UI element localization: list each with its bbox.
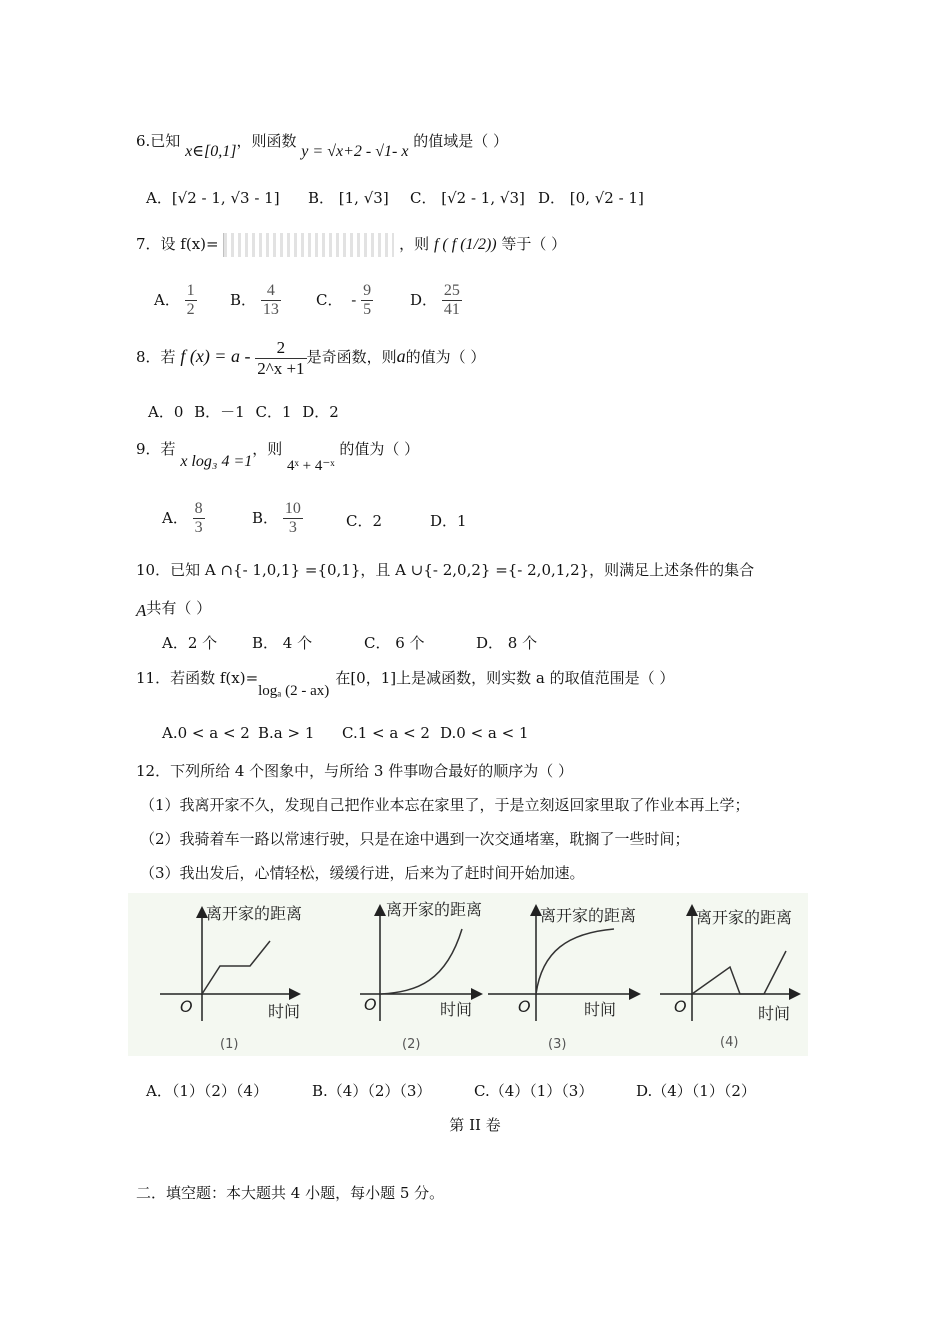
q9-prefix: 9．若 — [136, 440, 176, 458]
q6-option-d: D． [0, √2 - 1] — [538, 189, 644, 207]
graph-4-ylabel: 离开家的距离 — [696, 908, 793, 927]
q11-option-b: B.a > 1 — [258, 724, 315, 742]
q6-stem — [136, 130, 508, 160]
graph-2-caption: (2) — [402, 1037, 421, 1052]
q10-stem-line2: A共有（ ） — [136, 599, 212, 620]
q8-options: A．0 B．－1 C．1 D．2 — [148, 403, 339, 421]
q9-suffix: 的值为（ ） — [339, 440, 420, 458]
q12-option-d: D.（4）（1）（2） — [636, 1082, 756, 1100]
part2-heading: 二．填空题：本大题共 4 小题，每小题 5 分。 — [136, 1184, 445, 1202]
q12-item-1: （1）我离开家不久，发现自己把作业本忘在家里了，于是立刻返回家里取了作业本再上学； — [140, 796, 750, 814]
q6-option-a: A．[√2 - 1, √3 - 1] — [146, 189, 280, 207]
graph-3-origin: O — [518, 997, 531, 1016]
q7-option-a: A． $\frac{1}{2}$ — [154, 282, 195, 319]
graph-3-caption: (3) — [548, 1037, 567, 1052]
graph-1-origin: O — [180, 997, 193, 1016]
q11-option-d: D.0 < a < 1 — [440, 724, 529, 742]
graph-3-curve — [536, 929, 614, 994]
q12-item-2: （2）我骑着车一路以常速行驶，只是在途中遇到一次交通堵塞，耽搁了一些时间； — [140, 830, 690, 848]
q7-option-c: C． - $\frac{9}{5}$ — [316, 282, 372, 319]
q11-suffix: 在[0，1]上是减函数，则实数 a 的取值范围是（ ） — [335, 669, 675, 687]
q7-prefix: 7．设 f(x)= — [136, 235, 219, 253]
q10-option-a: A．2 个 — [162, 634, 218, 652]
q9-stem — [136, 438, 420, 474]
q7-suffix: 等于（ ） — [501, 235, 567, 253]
q9-condition: x log₃ 4 =1 — [180, 453, 253, 470]
q10-stem-line1: 10．已知 A ∩{- 1,0,1} ={0,1}，且 A ∪{- 2,0,2} ={- 2,0,1,2}，则满足上述条件的集合 — [136, 561, 755, 579]
q6-suffix: 的值域是（ ） — [413, 132, 508, 150]
graph-4-caption: (4) — [720, 1035, 739, 1050]
graph-1-caption: (1) — [220, 1037, 239, 1052]
graph-1-curve — [202, 941, 270, 994]
q7-function: f ( f (1/2)) — [433, 236, 497, 253]
q12-option-c: C.（4）（1）（3） — [474, 1082, 594, 1100]
q12-option-b: B.（4）（2）（3） — [312, 1082, 432, 1100]
graph-1-ylabel: 离开家的距离 — [206, 904, 303, 923]
q7-option-d: D． $\frac{25}{41}$ — [410, 282, 460, 319]
q10-option-d: D． 8 个 — [476, 634, 538, 652]
graph-3-xlabel: 时间 — [584, 1000, 617, 1019]
q7-option-b: B． $\frac{4}{13}$ — [230, 282, 279, 319]
q8-prefix: 8．若 — [136, 348, 176, 367]
q11-stem — [136, 667, 675, 699]
section-title: 第 II 卷 — [449, 1116, 501, 1134]
graph-1-xlabel: 时间 — [268, 1002, 301, 1021]
q12-stem: 12．下列所给 4 个图象中，与所给 3 件事吻合最好的顺序为（ ） — [136, 762, 574, 780]
graph-3-ylabel: 离开家的距离 — [540, 906, 637, 925]
q6-mid: ，则函数 — [236, 132, 297, 150]
q9-mid: ，则 — [252, 440, 283, 458]
graph-2-curve — [380, 929, 462, 994]
q12-option-a: A．（1）（2）（4） — [146, 1082, 268, 1100]
q6-function: y = √x+2 - √1- x — [301, 143, 409, 160]
q12-item-3: （3）我出发后，心情轻松，缓缓行进，后来为了赶时间开始加速。 — [140, 864, 585, 882]
q6-option-c: C． [√2 - 1, √3] — [410, 189, 525, 207]
q9-option-d: D．1 — [430, 512, 467, 530]
q11-option-c: C.1 < a < 2 — [342, 724, 430, 742]
graph-4-origin: O — [674, 997, 687, 1016]
q12-graphs-figure — [128, 893, 808, 1056]
q9-option-a: A． $\frac{8}{3}$ — [162, 500, 203, 537]
q11-expression: logₐ (2 - ax) — [258, 683, 330, 699]
q6-condition: x∈[0,1] — [185, 143, 237, 160]
q8-stem: 8．若 f (x) = a - $\frac{2}{2\^{}x +1}$ 是奇函数，则a的值为（ ） — [136, 338, 486, 378]
q8-function: f (x) = a - — [180, 346, 251, 367]
q11-prefix: 11．若函数 f(x)= — [136, 669, 259, 687]
q6-option-b: B． [1, √3] — [308, 189, 389, 207]
graph-2-origin: O — [364, 995, 377, 1014]
q11-option-a: A.0 < a < 2 — [162, 724, 250, 742]
graph-2-xlabel: 时间 — [440, 1000, 473, 1019]
q10-option-b: B． 4 个 — [252, 634, 313, 652]
q9-option-b: B． $\frac{10}{3}$ — [252, 500, 301, 537]
q9-option-c: C．2 — [346, 512, 383, 530]
q10-option-c: C． 6 个 — [364, 634, 425, 652]
q7-stem — [136, 233, 566, 257]
q7-piecewise-definition — [223, 233, 394, 257]
q8-fraction: $\frac{2}{2\^{}x +1}$ — [257, 338, 305, 378]
graph-4-xlabel: 时间 — [758, 1004, 791, 1023]
graph-4-curve — [692, 951, 786, 994]
q9-expression: 4ˣ + 4⁻ˣ — [287, 458, 335, 474]
q6-prefix: 6.已知 — [136, 132, 181, 150]
q7-mid: ，则 — [399, 235, 430, 253]
graph-2-ylabel: 离开家的距离 — [386, 900, 483, 919]
